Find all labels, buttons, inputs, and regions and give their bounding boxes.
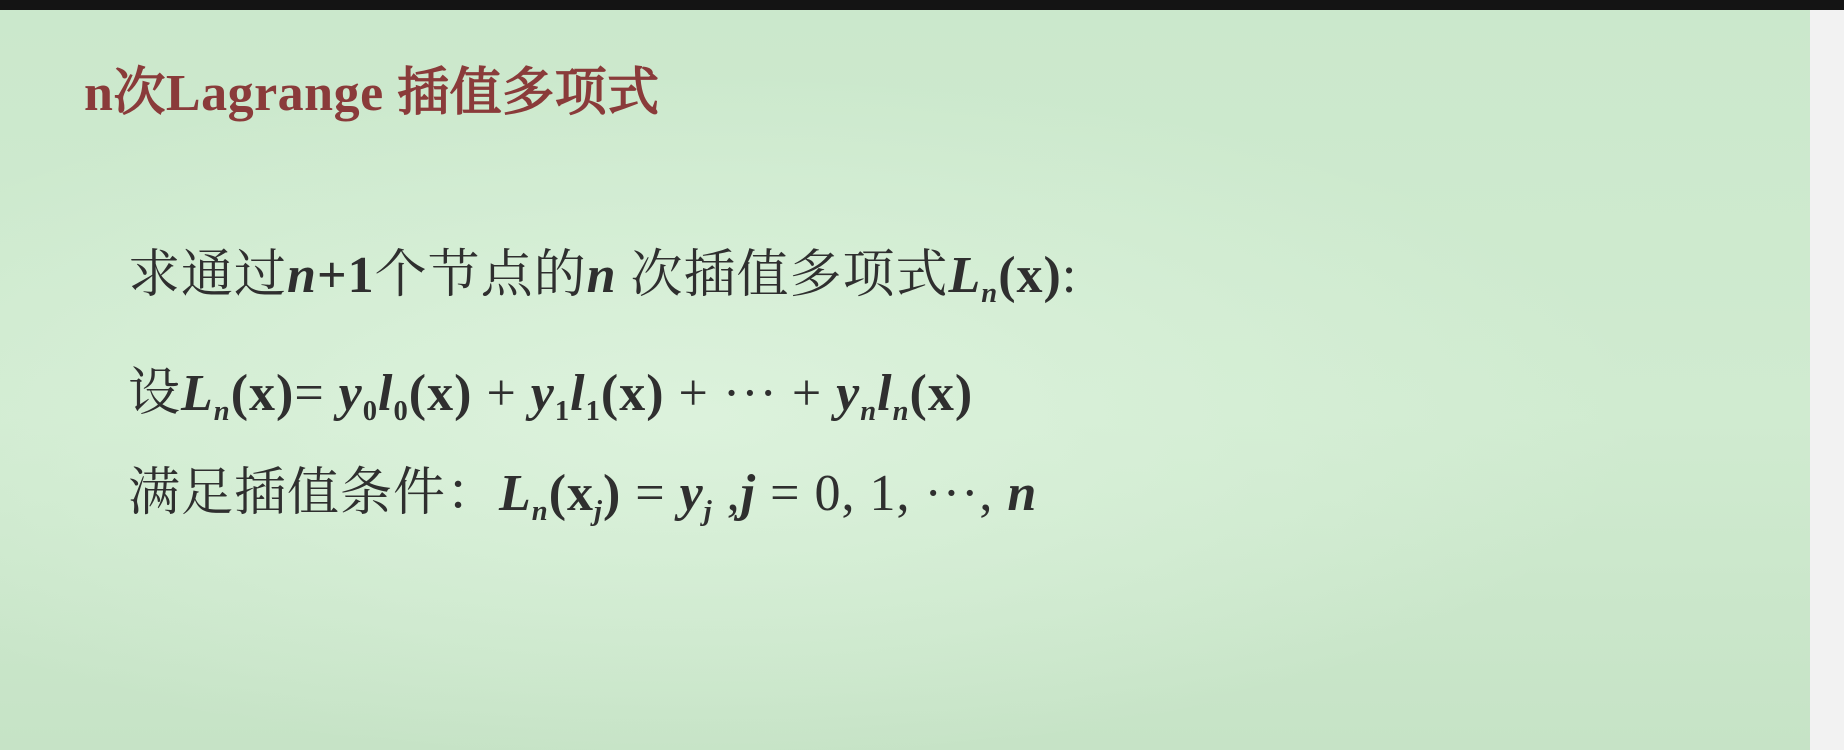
definition-formula: $L_n(x)= y_0l_0(x) + y_1l_1(x)$ + ··· + $y_nl_n(x)$ [181,365,974,427]
statement-text-1: 求通过 [128,247,288,304]
slide-title: n次Lagrange 插值多项式 [84,65,660,122]
condition-formula: $L_n(x_j) = y_j$ ,j = 0, 1, ···, n [499,465,1038,527]
definition-line [128,350,973,428]
statement-text-2: 个节点的 [374,247,587,304]
statement-colon: : [1061,247,1078,304]
math-n-2: n [586,247,617,304]
definition-text: 设 [128,365,182,422]
condition-text: 满足插值条件： [128,465,500,522]
math-plus-one: +1 [316,247,375,304]
condition-line [128,450,1037,528]
math-L: $L_n(x)$ [948,247,1062,309]
right-edge [1810,10,1844,750]
statement-line [128,232,1077,310]
statement-text-3: 次插值多项式 [616,247,949,304]
slide [0,10,1810,750]
math-n: n [287,247,317,304]
